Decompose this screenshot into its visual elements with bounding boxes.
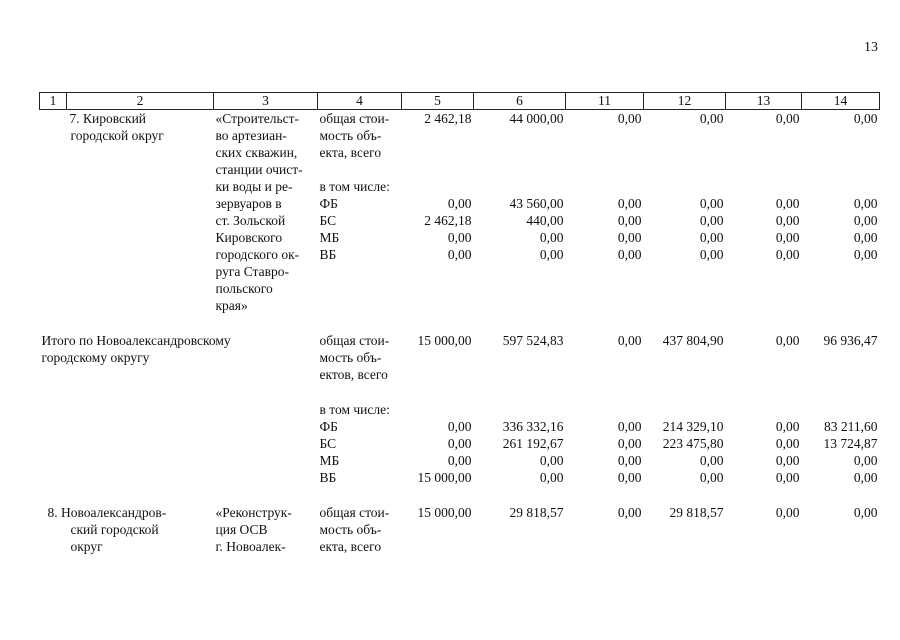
empty-cell: [644, 401, 726, 418]
empty-cell: [40, 383, 67, 401]
empty-cell: [402, 280, 474, 297]
object-name: зервуаров в: [215, 196, 282, 211]
object-name: «Строительст-: [215, 111, 300, 126]
value-cell: 0,00: [853, 453, 878, 468]
empty-cell: [726, 383, 802, 401]
value-cell: 0,00: [775, 505, 800, 520]
column-header: 1: [40, 93, 67, 110]
empty-cell: [802, 178, 880, 195]
total-label: ектов, всего: [319, 367, 388, 382]
value-cell: 0,00: [539, 470, 564, 485]
value-cell: 0,00: [699, 111, 724, 126]
budget-table: [39, 92, 880, 555]
empty-cell: [566, 144, 644, 161]
empty-cell: [67, 486, 214, 504]
column-header: 12: [644, 93, 726, 110]
empty-cell: [40, 161, 67, 178]
empty-cell: [40, 486, 67, 504]
empty-cell: [566, 486, 644, 504]
value-cell: 0,00: [853, 470, 878, 485]
empty-cell: [67, 297, 214, 314]
empty-cell: [726, 144, 802, 161]
value-cell: 0,00: [699, 453, 724, 468]
empty-cell: [67, 144, 214, 161]
object-name: Кировского: [215, 230, 283, 245]
district-name: 7. Кировский: [69, 111, 147, 126]
empty-cell: [402, 314, 474, 332]
empty-cell: [40, 229, 67, 246]
empty-cell: [566, 161, 644, 178]
empty-cell: [40, 314, 67, 332]
fund-label: ВБ: [319, 470, 337, 485]
empty-cell: [802, 263, 880, 280]
empty-cell: [474, 161, 566, 178]
empty-cell: [726, 486, 802, 504]
column-header: 13: [726, 93, 802, 110]
empty-cell: [67, 263, 214, 280]
table-row: [40, 195, 880, 212]
empty-cell: [474, 349, 566, 366]
empty-cell: [40, 469, 318, 486]
fund-label: ФБ: [319, 196, 338, 211]
empty-cell: [566, 366, 644, 383]
empty-cell: [644, 297, 726, 314]
value-cell: 0,00: [617, 111, 642, 126]
empty-cell: [40, 212, 67, 229]
value-cell: 0,00: [617, 247, 642, 262]
empty-cell: [802, 144, 880, 161]
empty-cell: [802, 314, 880, 332]
empty-cell: [566, 178, 644, 195]
table-row: [40, 144, 880, 161]
empty-cell: [67, 161, 214, 178]
value-cell: 0,00: [539, 230, 564, 245]
empty-cell: [726, 366, 802, 383]
value-cell: 0,00: [447, 419, 472, 434]
value-cell: 0,00: [775, 436, 800, 451]
object-name: городского ок-: [215, 247, 300, 262]
empty-cell: [67, 280, 214, 297]
empty-cell: [474, 178, 566, 195]
empty-cell: [402, 178, 474, 195]
value-cell: 0,00: [539, 247, 564, 262]
object-name: «Реконструк-: [215, 505, 292, 520]
total-title: городскому округу: [41, 350, 150, 365]
empty-cell: [726, 127, 802, 144]
object-name: во артезиан-: [215, 128, 287, 143]
table-row: [40, 212, 880, 229]
fund-label: ВБ: [319, 247, 337, 262]
empty-cell: [726, 314, 802, 332]
empty-cell: [802, 127, 880, 144]
value-cell: 0,00: [853, 213, 878, 228]
empty-cell: [566, 297, 644, 314]
empty-cell: [644, 127, 726, 144]
empty-cell: [40, 178, 67, 195]
table-row: [40, 349, 880, 366]
district-name: городской округ: [70, 128, 164, 143]
empty-cell: [644, 314, 726, 332]
empty-cell: [474, 144, 566, 161]
table-row: [40, 332, 880, 349]
empty-cell: [402, 538, 474, 555]
table-row: [40, 263, 880, 280]
table-row: [40, 246, 880, 263]
table-row: [40, 110, 880, 128]
total-label: екта, всего: [319, 145, 382, 160]
table-row: [40, 229, 880, 246]
fund-label: БС: [319, 213, 337, 228]
empty-cell: [566, 349, 644, 366]
empty-cell: [402, 127, 474, 144]
value-cell: 83 211,60: [824, 419, 878, 434]
total-label: общая стои-: [319, 505, 390, 520]
empty-cell: [474, 401, 566, 418]
value-cell: 440,00: [526, 213, 564, 228]
empty-cell: [214, 383, 318, 401]
empty-cell: [726, 349, 802, 366]
value-cell: 0,00: [617, 196, 642, 211]
empty-cell: [474, 486, 566, 504]
value-cell: 0,00: [617, 505, 642, 520]
empty-cell: [474, 366, 566, 383]
empty-cell: [644, 263, 726, 280]
object-name: ция ОСВ: [215, 522, 268, 537]
empty-cell: [566, 401, 644, 418]
value-cell: 0,00: [775, 419, 800, 434]
empty-cell: [318, 314, 402, 332]
empty-cell: [402, 401, 474, 418]
empty-cell: [40, 435, 318, 452]
empty-cell: [802, 349, 880, 366]
empty-cell: [40, 418, 318, 435]
empty-cell: [402, 366, 474, 383]
empty-cell: [67, 195, 214, 212]
empty-cell: [644, 521, 726, 538]
empty-cell: [474, 280, 566, 297]
empty-cell: [474, 521, 566, 538]
empty-cell: [644, 538, 726, 555]
empty-cell: [40, 366, 318, 383]
empty-cell: [402, 349, 474, 366]
column-header: 14: [802, 93, 880, 110]
table-row: [40, 469, 880, 486]
table-row: [40, 161, 880, 178]
empty-cell: [402, 263, 474, 280]
value-cell: 0,00: [617, 419, 642, 434]
empty-cell: [67, 178, 214, 195]
empty-cell: [402, 486, 474, 504]
value-cell: 261 192,67: [502, 436, 564, 451]
value-cell: 0,00: [617, 230, 642, 245]
value-cell: 0,00: [617, 333, 642, 348]
empty-cell: [402, 383, 474, 401]
empty-cell: [67, 229, 214, 246]
object-name: ских скважин,: [215, 145, 298, 160]
value-cell: 0,00: [699, 196, 724, 211]
district-name: ский городской: [70, 522, 159, 537]
value-cell: 0,00: [447, 196, 472, 211]
empty-cell: [566, 383, 644, 401]
total-label: екта, всего: [319, 539, 382, 554]
value-cell: 0,00: [775, 247, 800, 262]
table-row: [40, 127, 880, 144]
empty-cell: [474, 263, 566, 280]
empty-cell: [644, 161, 726, 178]
empty-cell: [726, 538, 802, 555]
empty-cell: [644, 366, 726, 383]
empty-cell: [802, 280, 880, 297]
total-label: мость объ-: [319, 128, 382, 143]
empty-cell: [402, 521, 474, 538]
total-title: Итого по Новоалександровскому: [41, 333, 231, 348]
empty-cell: [802, 297, 880, 314]
empty-cell: [474, 127, 566, 144]
value-cell: 0,00: [699, 213, 724, 228]
empty-cell: [40, 280, 67, 297]
value-cell: 0,00: [775, 111, 800, 126]
empty-cell: [802, 383, 880, 401]
value-cell: 0,00: [539, 453, 564, 468]
page-number: 13: [864, 40, 878, 55]
value-cell: 2 462,18: [424, 111, 472, 126]
value-cell: 0,00: [775, 470, 800, 485]
empty-cell: [318, 486, 402, 504]
empty-cell: [566, 521, 644, 538]
empty-cell: [318, 161, 402, 178]
empty-cell: [474, 314, 566, 332]
column-header: 6: [474, 93, 566, 110]
including-label: в том числе:: [319, 402, 390, 417]
empty-cell: [802, 366, 880, 383]
value-cell: 96 936,47: [823, 333, 878, 348]
object-name: ст. Зольской: [215, 213, 286, 228]
empty-cell: [40, 401, 318, 418]
fund-label: МБ: [319, 230, 340, 245]
value-cell: 15 000,00: [417, 505, 472, 520]
table-row: [40, 401, 880, 418]
object-name: г. Новоалек-: [215, 539, 286, 554]
empty-cell: [40, 246, 67, 263]
table-row: [40, 521, 880, 538]
empty-cell: [67, 212, 214, 229]
total-label: общая стои-: [319, 111, 390, 126]
empty-cell: [474, 383, 566, 401]
empty-cell: [40, 144, 67, 161]
empty-cell: [402, 161, 474, 178]
empty-cell: [802, 538, 880, 555]
value-cell: 0,00: [447, 453, 472, 468]
value-cell: 0,00: [775, 333, 800, 348]
value-cell: 0,00: [447, 230, 472, 245]
empty-cell: [402, 297, 474, 314]
empty-cell: [40, 195, 67, 212]
value-cell: 0,00: [853, 196, 878, 211]
value-cell: 0,00: [617, 470, 642, 485]
empty-cell: [67, 383, 214, 401]
spacer-row: [40, 486, 880, 504]
empty-cell: [726, 401, 802, 418]
value-cell: 0,00: [853, 111, 878, 126]
empty-cell: [644, 486, 726, 504]
value-cell: 43 560,00: [509, 196, 564, 211]
empty-cell: [67, 314, 214, 332]
fund-label: МБ: [319, 453, 340, 468]
value-cell: 0,00: [775, 213, 800, 228]
spacer-row: [40, 383, 880, 401]
empty-cell: [802, 521, 880, 538]
value-cell: 0,00: [699, 247, 724, 262]
table-row: [40, 280, 880, 297]
table-row: [40, 538, 880, 555]
empty-cell: [402, 144, 474, 161]
object-name: руга Ставро-: [215, 264, 289, 279]
value-cell: 223 475,80: [662, 436, 724, 451]
empty-cell: [726, 521, 802, 538]
district-name: округ: [70, 539, 103, 554]
empty-cell: [67, 246, 214, 263]
empty-cell: [802, 486, 880, 504]
empty-cell: [318, 263, 402, 280]
empty-cell: [644, 383, 726, 401]
value-cell: 29 818,57: [669, 505, 724, 520]
value-cell: 336 332,16: [502, 419, 564, 434]
value-cell: 0,00: [617, 213, 642, 228]
table-row: [40, 435, 880, 452]
empty-cell: [644, 144, 726, 161]
value-cell: 597 524,83: [502, 333, 564, 348]
table-row: [40, 418, 880, 435]
value-cell: 2 462,18: [424, 213, 472, 228]
fund-label: ФБ: [319, 419, 338, 434]
value-cell: 0,00: [853, 230, 878, 245]
district-name: 8. Новоалександров-: [47, 505, 167, 520]
table-row: [40, 504, 880, 521]
empty-cell: [40, 452, 318, 469]
value-cell: 0,00: [617, 436, 642, 451]
empty-cell: [566, 263, 644, 280]
object-name: края»: [215, 298, 248, 313]
value-cell: 437 804,90: [662, 333, 724, 348]
table-row: [40, 297, 880, 314]
table-row: [40, 178, 880, 195]
empty-cell: [318, 280, 402, 297]
table-row: [40, 452, 880, 469]
value-cell: 0,00: [775, 453, 800, 468]
total-label: мость объ-: [319, 350, 382, 365]
empty-cell: [726, 178, 802, 195]
empty-cell: [40, 263, 67, 280]
empty-cell: [726, 280, 802, 297]
fund-label: БС: [319, 436, 337, 451]
empty-cell: [40, 297, 67, 314]
empty-cell: [802, 401, 880, 418]
spacer-row: [40, 314, 880, 332]
total-label: общая стои-: [319, 333, 390, 348]
column-header: 2: [67, 93, 214, 110]
object-name: станции очист-: [215, 162, 303, 177]
value-cell: 0,00: [853, 505, 878, 520]
empty-cell: [802, 161, 880, 178]
total-label: мость объ-: [319, 522, 382, 537]
value-cell: 0,00: [853, 247, 878, 262]
empty-cell: [726, 297, 802, 314]
empty-cell: [726, 263, 802, 280]
empty-cell: [566, 280, 644, 297]
value-cell: 0,00: [699, 470, 724, 485]
value-cell: 0,00: [617, 453, 642, 468]
empty-cell: [318, 383, 402, 401]
value-cell: 0,00: [775, 230, 800, 245]
object-name: ки воды и ре-: [215, 179, 293, 194]
empty-cell: [644, 280, 726, 297]
value-cell: 214 329,10: [662, 419, 724, 434]
column-header: 4: [318, 93, 402, 110]
value-cell: 0,00: [699, 230, 724, 245]
value-cell: 0,00: [447, 247, 472, 262]
header-row: [40, 93, 880, 110]
column-header: 3: [214, 93, 318, 110]
value-cell: 0,00: [775, 196, 800, 211]
empty-cell: [474, 538, 566, 555]
empty-cell: [474, 297, 566, 314]
empty-cell: [566, 314, 644, 332]
value-cell: 15 000,00: [417, 333, 472, 348]
empty-cell: [214, 486, 318, 504]
value-cell: 15 000,00: [417, 470, 472, 485]
column-header: 11: [566, 93, 644, 110]
including-label: в том числе:: [319, 179, 390, 194]
empty-cell: [726, 161, 802, 178]
value-cell: 29 818,57: [509, 505, 564, 520]
empty-cell: [318, 297, 402, 314]
value-cell: 44 000,00: [509, 111, 564, 126]
value-cell: 13 724,87: [823, 436, 878, 451]
column-header: 5: [402, 93, 474, 110]
empty-cell: [214, 314, 318, 332]
empty-cell: [644, 349, 726, 366]
object-name: польского: [215, 281, 273, 296]
value-cell: 0,00: [447, 436, 472, 451]
table-row: [40, 366, 880, 383]
empty-cell: [644, 178, 726, 195]
empty-cell: [566, 538, 644, 555]
empty-cell: [566, 127, 644, 144]
